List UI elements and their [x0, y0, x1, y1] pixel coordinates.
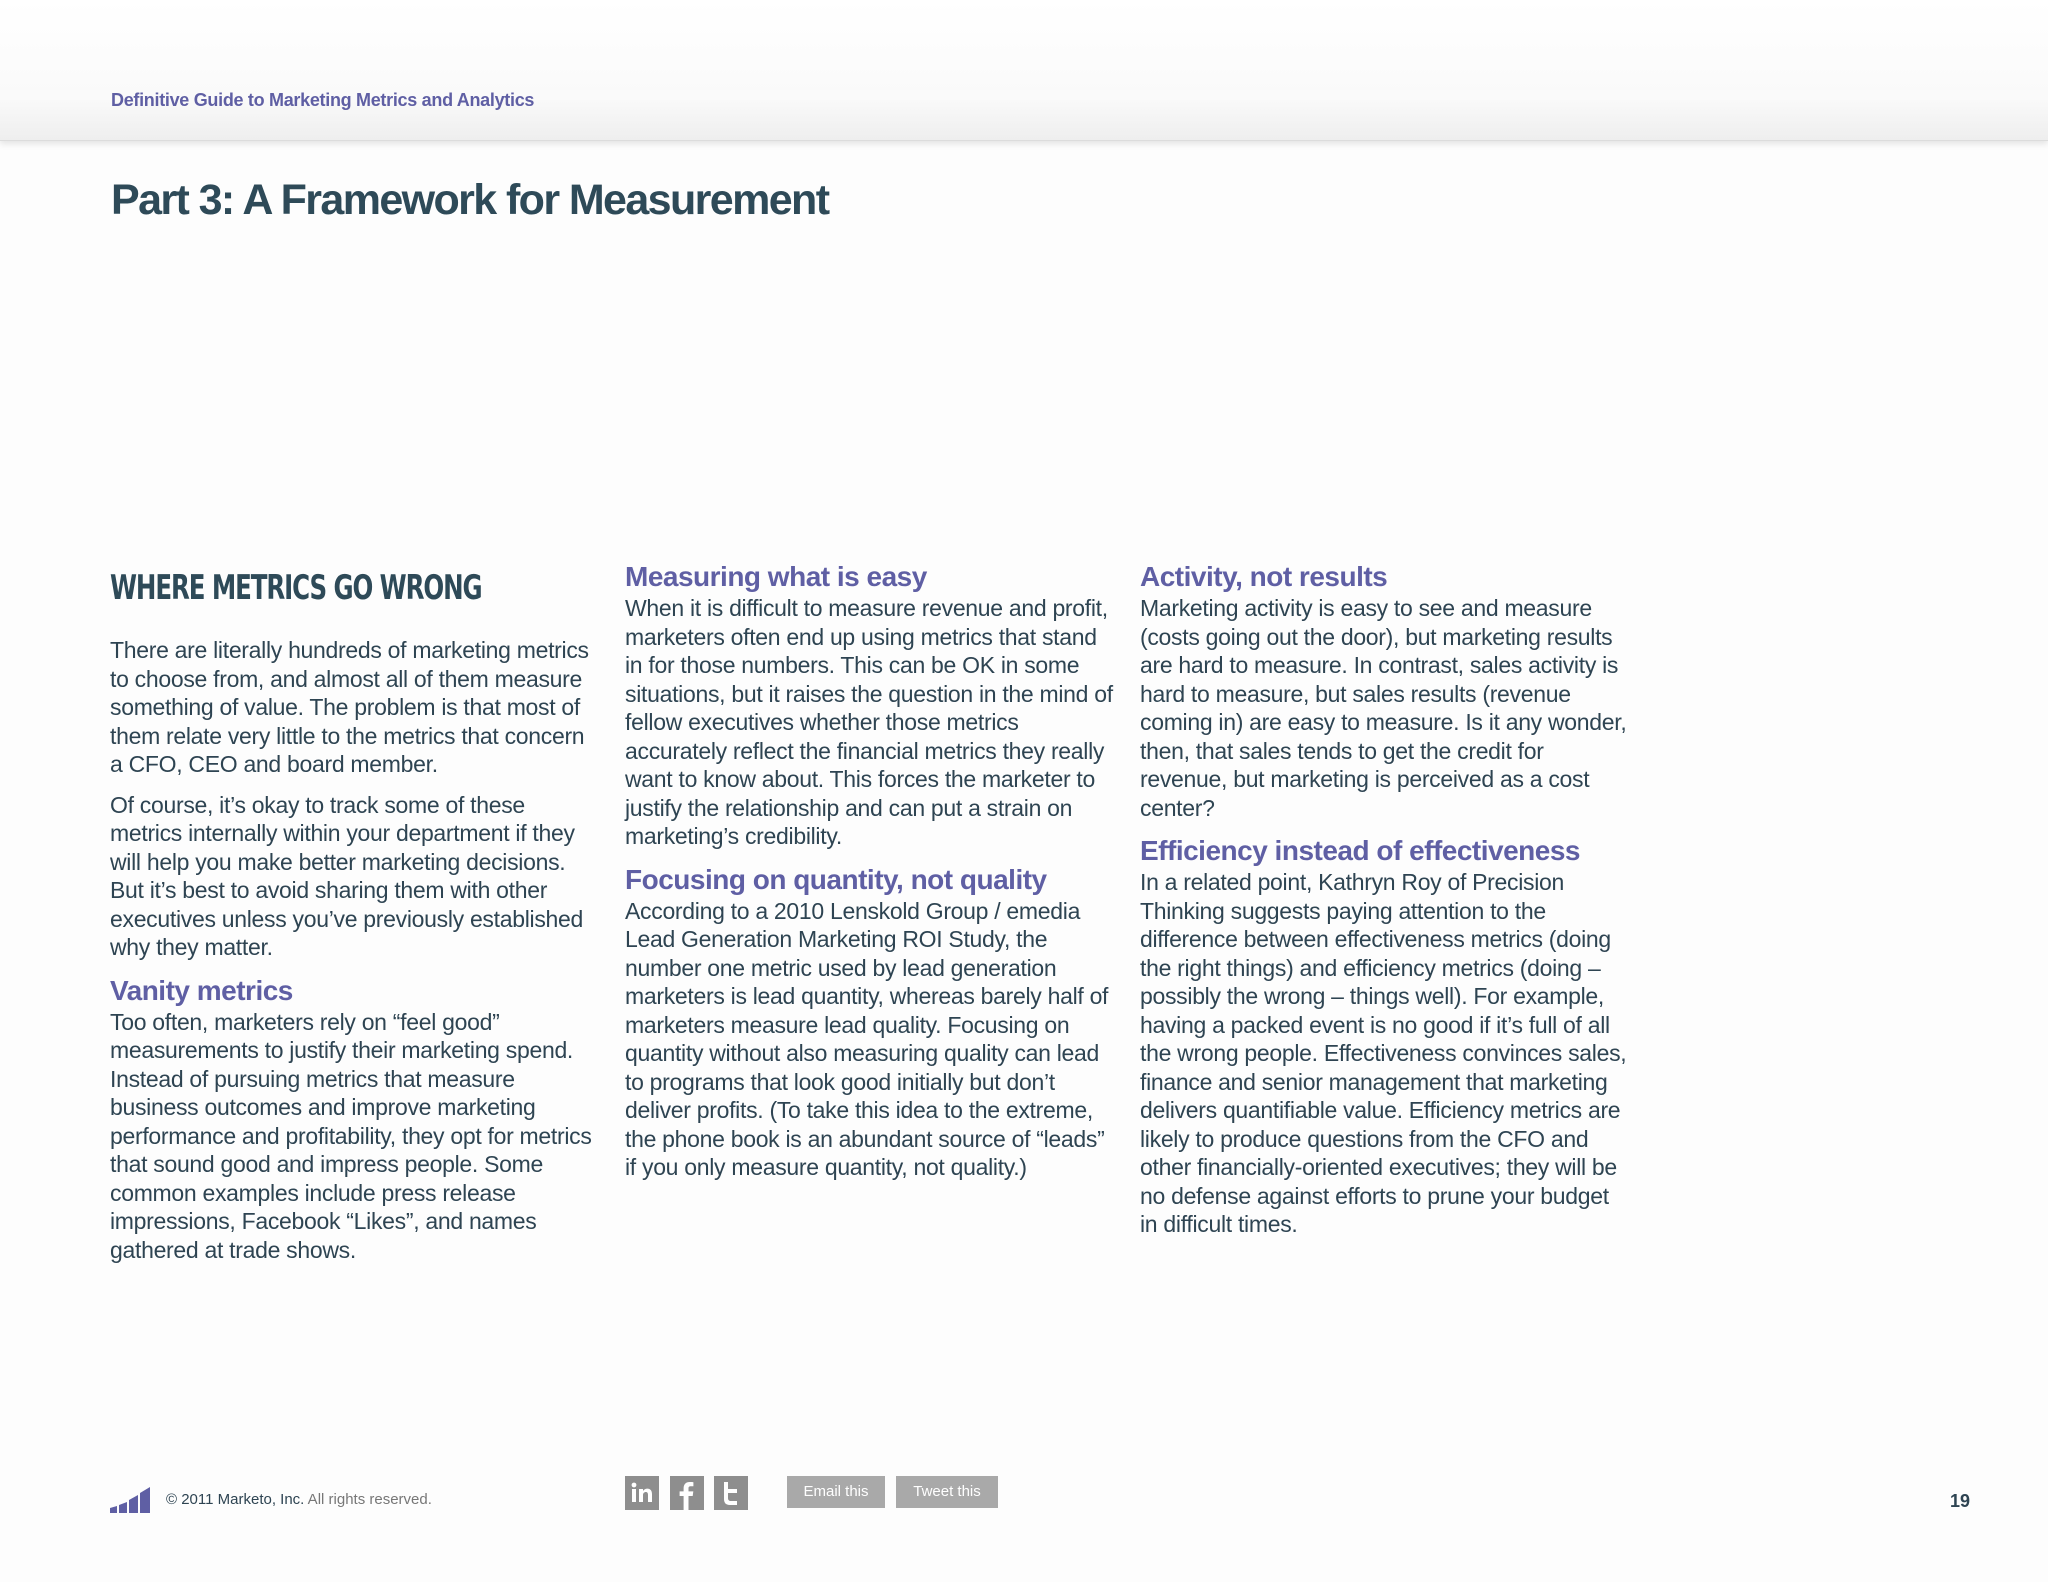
intro-paragraph-1: There are literally hundreds of marketing metrics to choose from, and almost all of them measure something of value. The problem is that most of them relate very little to the metrics that concern a CFO, CEO and board member. [110, 637, 589, 777]
efficiency-effectiveness-heading: Efficiency instead of effectiveness [1140, 835, 1581, 866]
column-1 [110, 560, 600, 1276]
copyright-rights: All rights reserved. [304, 1491, 432, 1508]
activity-results-text: Marketing activity is easy to see and measure (costs going out the door), but marketing results are hard to measure. In contrast, sales activity is hard to measure, but sales results (revenue coming in) are easy to measure. Is it any wonder, then, that sales tends to get the credit for revenue, but marketing is perceived as a cost center? [1140, 595, 1627, 821]
document-title: Definitive Guide to Marketing Metrics and Analytics [111, 90, 535, 110]
page-number: 19 [1950, 1491, 1971, 1511]
marketo-logo-icon [110, 1486, 150, 1514]
vanity-metrics-text: Too often, marketers rely on “feel good” measurements to justify their marketing spend. Instead of pursuing metrics that measure business outcomes and improve marketing performance and profitability, they opt for metrics that sound good and impress people. Some common examples include press release impressions, Facebook “Likes”, and names gathered at trade shows. [110, 1008, 592, 1263]
header-band [0, 0, 2048, 141]
intro-paragraph-2: Of course, it’s okay to track some of these metrics internally within your department if they will help you make better marketing decisions. But it’s best to avoid sharing them with other executives unless you’ve previously established why they matter. [110, 791, 583, 960]
efficiency-effectiveness-text: In a related point, Kathryn Roy of Precision Thinking suggests paying attention to the difference between effectiveness metrics (doing the right things) and efficiency metrics (doing – possibly the wrong – things well). For example, having a packed event is no good if it’s full of all the wrong people. Effectiveness convinces sales, finance and senior management that marketing delivers quantifiable value. Efficiency metrics are likely to produce questions from the CFO and other financially-oriented executives; they will be no defense against efforts to prune your budget in difficult times. [1140, 869, 1627, 1237]
linkedin-icon[interactable] [625, 1476, 659, 1510]
quantity-quality-heading: Focusing on quantity, not quality [625, 863, 1047, 895]
page-title: Part 3: A Framework for Measurement [111, 176, 829, 224]
twitter-icon[interactable] [714, 1476, 748, 1510]
facebook-icon[interactable] [670, 1476, 704, 1510]
tweet-this-button[interactable]: Tweet this [896, 1476, 998, 1508]
column-2 [625, 560, 1115, 1194]
copyright-company: © 2011 Marketo, Inc. [166, 1491, 305, 1508]
section-title: WHERE METRICS GO WRONG [110, 568, 482, 608]
column-3 [1140, 560, 1630, 1251]
activity-results-heading: Activity, not results [1140, 561, 1388, 592]
quantity-quality-text: According to a 2010 Lenskold Group / emedia Lead Generation Marketing ROI Study, the number one metric used by lead generation marketers is lead quantity, whereas barely half of marketers measure lead quality. Focusing on quantity without also measuring quality can lead to programs that look good initially but don’t deliver profits. (To take this idea to the extreme, the phone book is an abundant source of “leads” if you only measure quantity, not quality.) [625, 897, 1109, 1180]
measuring-easy-text: When it is difficult to measure revenue and profit, marketers often end up using metrics that stand in for those numbers. This can be OK in some situations, but it raises the question in the mind of fellow executives whether those metrics accurately reflect the financial metrics they really want to know about. This forces the marketer to justify the relationship and can put a strain on marketing’s credibility. [625, 595, 1113, 849]
email-this-button[interactable]: Email this [787, 1476, 885, 1508]
measuring-easy-heading: Measuring what is easy [625, 561, 927, 592]
copyright-notice [166, 1491, 432, 1508]
vanity-metrics-heading: Vanity metrics [110, 974, 293, 1006]
